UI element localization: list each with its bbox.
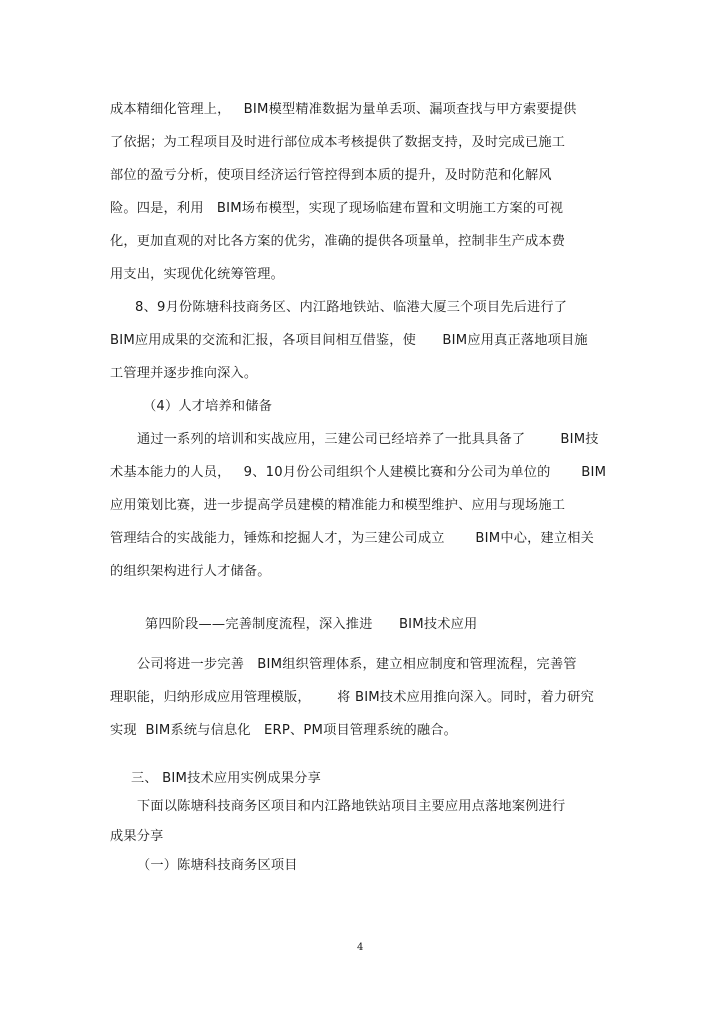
page-number: 4 — [357, 942, 364, 953]
body-text-line: 工管理并逐步推向深入。 — [110, 366, 258, 381]
body-text-line: 实现 BIM系统与信息化 ERP、PM项目管理系统的融合。 — [110, 723, 458, 738]
body-text-line: 下面以陈塘科技商务区项目和内江路地铁站项目主要应用点落地案例进行 — [137, 799, 566, 814]
body-text-line: 8、9月份陈塘科技商务区、内江路地铁站、临港大厦三个项目先后进行了 — [135, 300, 568, 315]
body-text-line: 公司将进一步完善 BIM组织管理体系，建立相应制度和管理流程，完善管 — [137, 657, 577, 672]
body-text-line: 术基本能力的人员， 9、10月份公司组织个人建模比赛和分公司为单位的 BIM — [110, 465, 607, 480]
body-text-line: 成果分享 — [110, 829, 164, 844]
body-text-line: 的组织架构进行人才储备。 — [110, 564, 271, 579]
body-text-line: 成本精细化管理上， BIM模型精准数据为量单丢项、漏项查找与甲方索要提供 — [110, 102, 577, 117]
body-text-line: 了依据；为工程项目及时进行部位成本考核提供了数据支持，及时完成已施工 — [110, 135, 566, 150]
body-text-line: 险。四是，利用 BIM场布模型，实现了现场临建布置和文明施工方案的可视 — [110, 201, 564, 216]
chapter-heading: 三、 BIM技术应用实例成果分享 — [131, 771, 321, 786]
subsection-heading: （一）陈塘科技商务区项目 — [137, 858, 298, 873]
body-text-line: 用支出，实现优化统筹管理。 — [110, 267, 285, 282]
stage-heading: 第四阶段——完善制度流程，深入推进 BIM技术应用 — [145, 617, 478, 632]
body-text-line: BIM应用成果的交流和汇报，各项目间相互借鉴，使 BIM应用真正落地项目施 — [110, 333, 588, 348]
body-text-line: 部位的盈亏分析，使项目经济运行管控得到本质的提升，及时防范和化解风 — [110, 168, 552, 183]
body-text-line: 通过一系列的培训和实战应用，三建公司已经培养了一批具具备了 BIM技 — [137, 432, 599, 447]
body-text-line: 应用策划比赛，进一步提高学员建模的精准能力和模型维护、应用与现场施工 — [110, 498, 566, 513]
body-text-line: 管理结合的实战能力，锤炼和挖掘人才，为三建公司成立 BIM中心，建立相关 — [110, 531, 595, 546]
body-text-line: 理职能，归纳形成应用管理模版， 将 BIM技术应用推向深入。同时，着力研究 — [110, 690, 595, 705]
body-text-line: 化，更加直观的对比各方案的优劣，准确的提供各项量单，控制非生产成本费 — [110, 234, 566, 249]
section-heading: （4）人才培养和储备 — [143, 399, 273, 414]
